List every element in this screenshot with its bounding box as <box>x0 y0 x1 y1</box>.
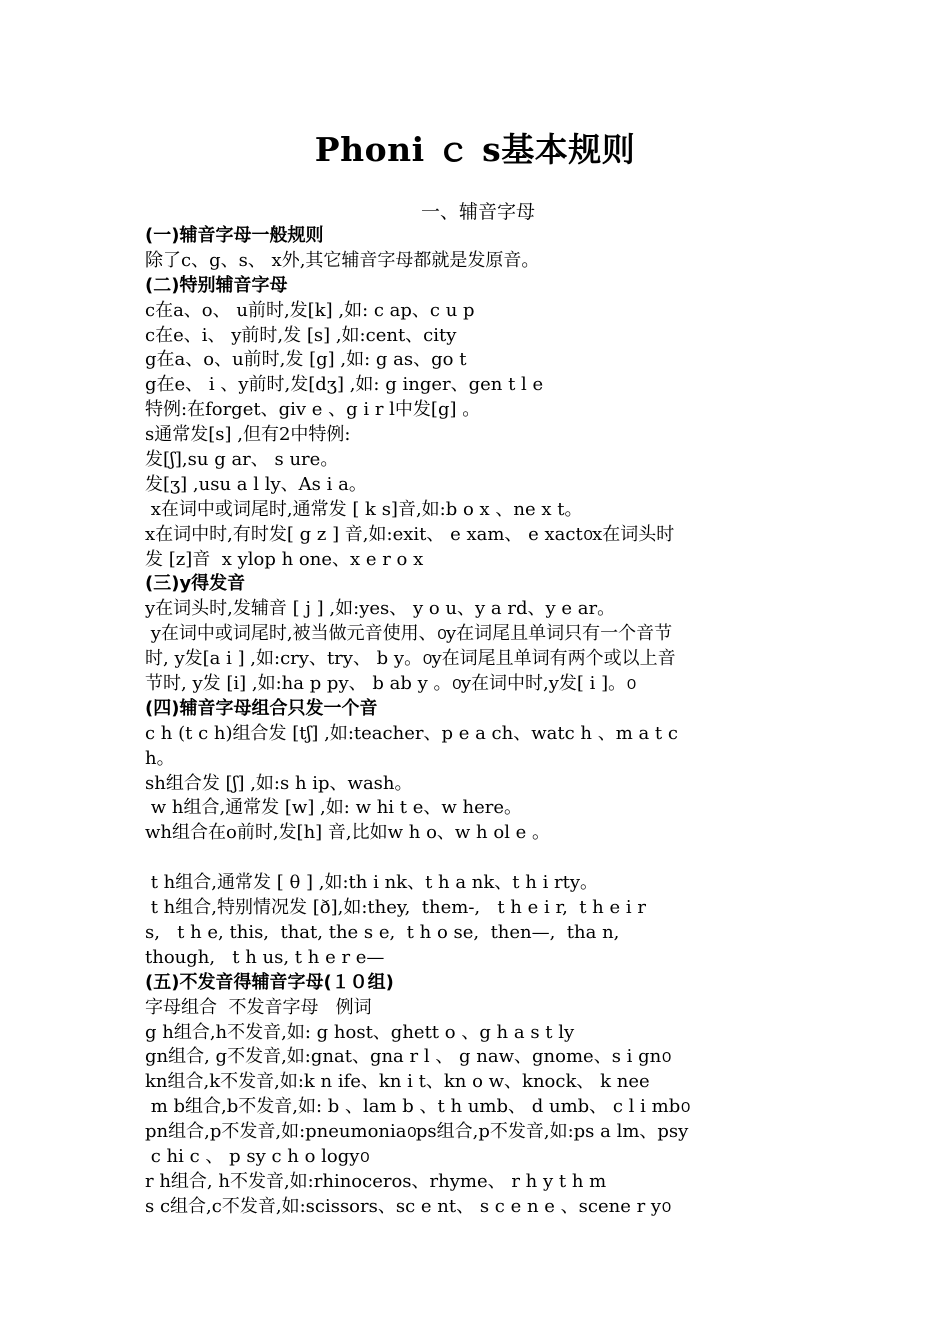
subsection-heading: (四)辅音字母组合只发一个音 <box>145 697 378 719</box>
text-line: 除了c、g、s、 x外,其它辅音字母都就是发原音。 <box>145 249 540 271</box>
text-line: 时, y发[a i ] ,如:cry、try、 b y。൦y在词尾且单词有两个或以上音 <box>145 648 676 670</box>
text-line: g在a、o、u前时,发 [g] ,如: g as、go t <box>145 349 467 371</box>
subsection-heading: (二)特别辅音字母 <box>145 274 288 296</box>
text-line: g h组合,h不发音,如: g host、ghett o 、g h a s t ly <box>145 1021 575 1043</box>
text-line: s通常发[s] ,但有2中特例: <box>145 424 351 446</box>
text-line: wh组合在o前时,发[h] 音,比如w h o、w h ol e 。 <box>145 822 551 844</box>
text-line: s, t h e, this, that, the s e, t h o se, then—, tha n, <box>145 921 620 943</box>
text-line: y在词头时,发辅音 [ j ] ,如:yes、 y o u、y a rd、y e ar。 <box>145 598 616 620</box>
text-line: 发[ʃ],su g ar、 s ure。 <box>145 449 339 471</box>
text-line: c hi c 、 p sy c h o logy൦ <box>145 1145 369 1167</box>
text-line: 字母组合 不发音字母 例词 <box>145 996 372 1018</box>
subsection-heading: (三)y得发音 <box>145 573 246 595</box>
text-line: y在词中或词尾时,被当做元音使用、൦y在词尾且单词只有一个音节 <box>145 623 673 645</box>
text-line: s c组合,c不发音,如:scissors、sc e nt、 s c e n e 、scene r y൦ <box>145 1195 671 1217</box>
text-line: h。 <box>145 747 175 769</box>
subsection-heading: (一)辅音字母一般规则 <box>145 225 324 246</box>
text-line: 发[ʒ] ,usu a l ly、As i a。 <box>145 473 367 495</box>
text-line: c在a、o、 u前时,发[k] ,如: c ap、c u p <box>145 299 475 321</box>
text-line: x在词中或词尾时,通常发 [ k s]音,如:b o x 、ne x t。 <box>145 498 583 520</box>
text-line: 节时, y发 [i] ,如:ha p py、 b ab y 。൦y在词中时,y发[ i ]。൦ <box>145 673 636 695</box>
text-line: w h组合,通常发 [w] ,如: w hi t e、w here。 <box>145 797 523 819</box>
text-line: 特例:在forget、giv e 、g i r l中发[g] 。 <box>145 399 481 421</box>
text-line: t h组合,通常发 [ θ ] ,如:th i nk、t h a nk、t h i rty。 <box>145 872 599 894</box>
section-heading: 一、辅音字母 <box>420 201 535 223</box>
text-line: r h组合, h不发音,如:rhinoceros、rhyme、 r h y t h m <box>145 1170 607 1192</box>
text-line: t h组合,特别情况发 [ð],如:they, them-, t h e i r, t h e i r <box>145 897 646 919</box>
blank-line <box>145 846 815 871</box>
subsection-heading: (五)不发音得辅音字母(１０组) <box>145 971 394 993</box>
text-line: g在e、 i 、y前时,发[dʒ] ,如: g inger、gen t l e <box>145 374 544 396</box>
text-line: 发 [z]音 x ylop h one、x e r o x <box>145 548 424 570</box>
text-line: gn组合, g不发音,如:gnat、gna r l 、 g naw、gnome、s i gn൦ <box>145 1046 671 1068</box>
text-line: though, t h us, t h e r e— <box>145 946 385 968</box>
page-title: Phoni ｃ s基本规则 <box>314 130 636 169</box>
text-line: c h (t c h)组合发 [tʃ] ,如:teacher、p e a ch、watc h 、m a t c <box>145 722 678 744</box>
text-line: sh组合发 [ʃ] ,如:s h ip、wash。 <box>145 772 413 794</box>
text-line: x在词中时,有时发[ g z ] 音,如:exit、 e xam、 e xact൦x在词头时 <box>145 523 675 545</box>
text-line: c在e、i、 y前时,发 [s] ,如:cent、city <box>145 324 457 346</box>
document-body <box>145 224 815 1220</box>
text-line: m b组合,b不发音,如: b 、lam b 、t h umb、 d umb、 c l i mb൦ <box>145 1096 690 1118</box>
text-line: pn组合,p不发音,如:pneumonia൦ps组合,p不发音,如:ps a lm、psy <box>145 1121 689 1143</box>
text-line: kn组合,k不发音,如:k n ife、kn i t、kn o w、knock、 k nee <box>145 1071 650 1093</box>
